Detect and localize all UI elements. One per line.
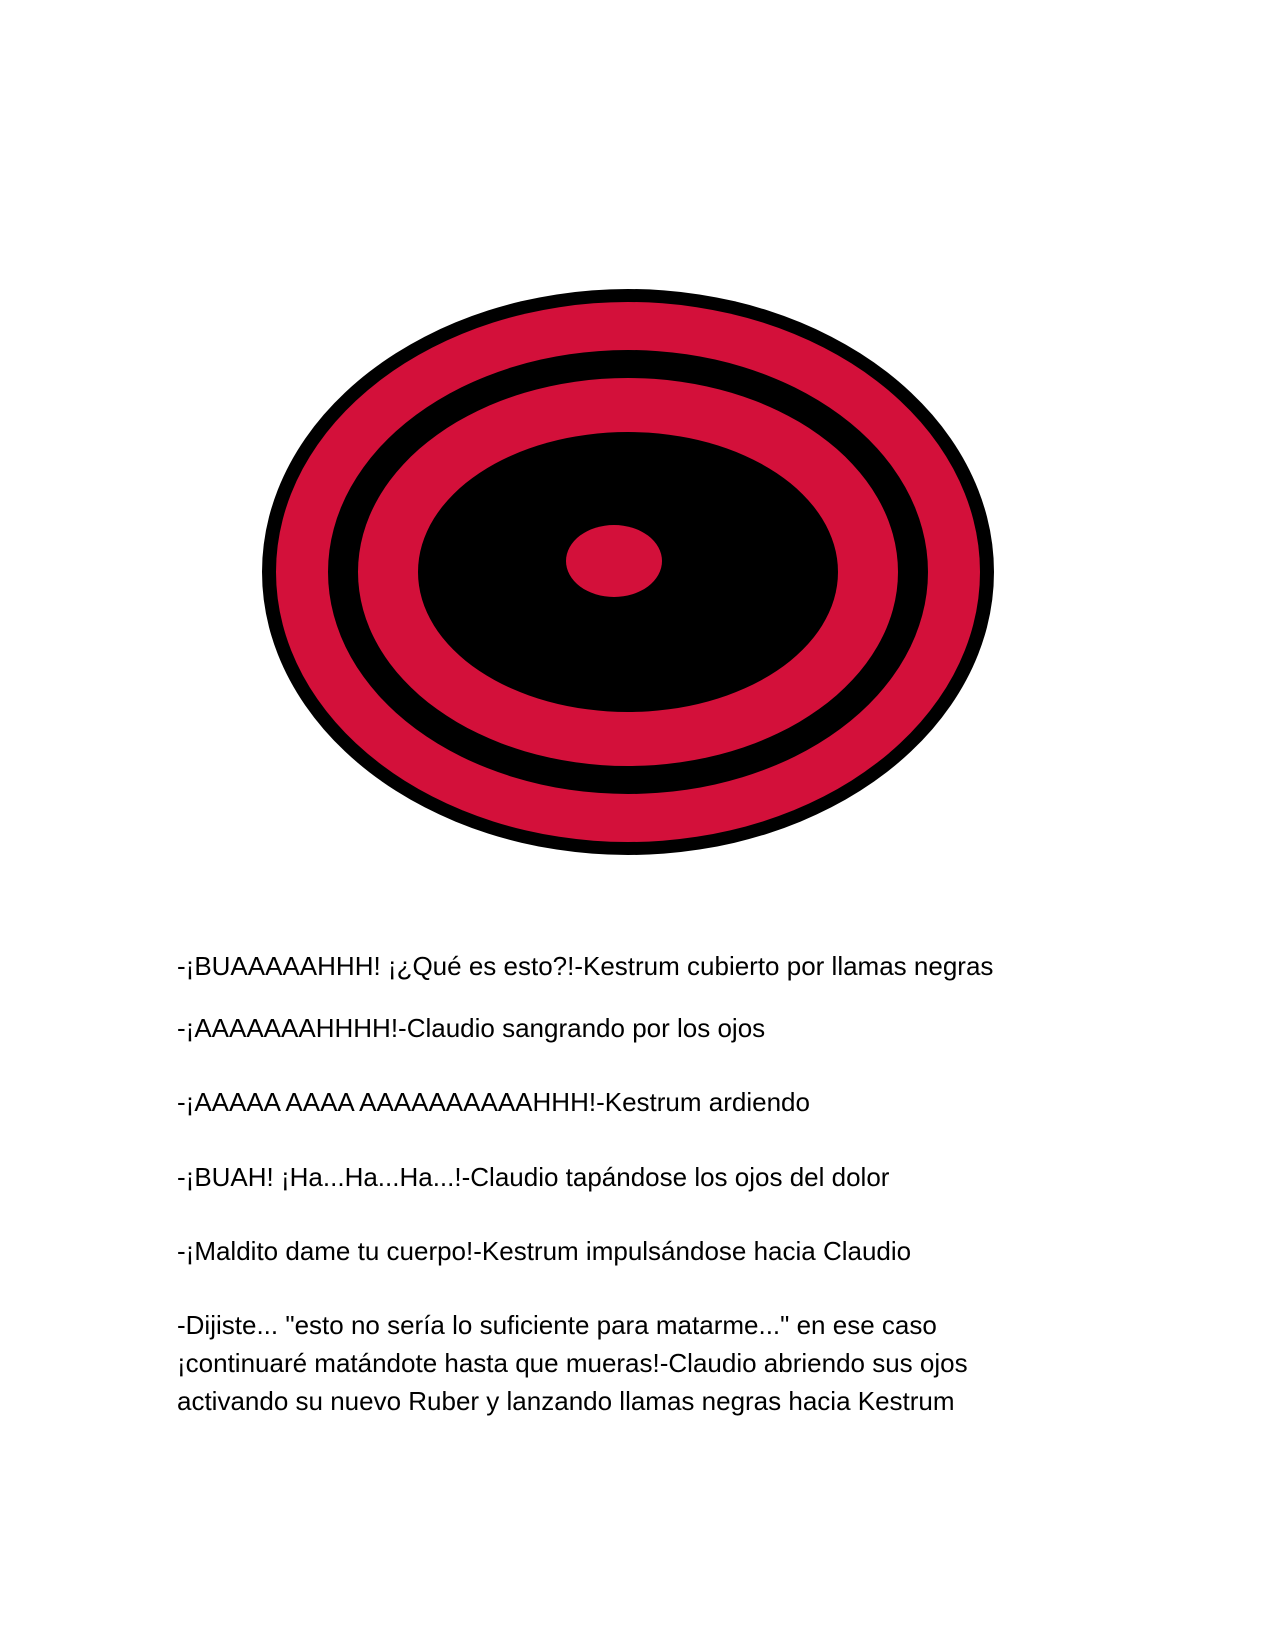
dialogue-line-2: -¡AAAAAAAHHHH!-Claudio sangrando por los ojos	[177, 1013, 766, 1043]
concentric-ruber-eye-icon	[258, 286, 998, 858]
dialogue-line-3: -¡AAAAA AAAA AAAAAAAAAAHHH!-Kestrum ardiendo	[177, 1087, 810, 1117]
final-paragraph-line-2: ¡continuaré matándote hasta que mueras!-Claudio abriendo sus ojos	[177, 1348, 968, 1378]
dialogue-line-1: -¡BUAAAAAHHH! ¡¿Qué es esto?!-Kestrum cubierto por llamas negras	[177, 951, 994, 981]
dialogue-line-5: -¡Maldito dame tu cuerpo!-Kestrum impulsándose hacia Claudio	[177, 1236, 912, 1266]
final-paragraph-line-3: activando su nuevo Ruber y lanzando llamas negras hacia Kestrum	[177, 1386, 955, 1416]
dialogue-line-4: -¡BUAH! ¡Ha...Ha...Ha...!-Claudio tapándose los ojos del dolor	[177, 1162, 890, 1192]
center-red-pupil	[566, 525, 662, 597]
ruber-eye-figure	[258, 286, 998, 858]
final-paragraph	[177, 1306, 1177, 1420]
final-paragraph-line-1: -Dijiste... "esto no sería lo suficiente para matarme..." en ese caso	[177, 1310, 937, 1340]
